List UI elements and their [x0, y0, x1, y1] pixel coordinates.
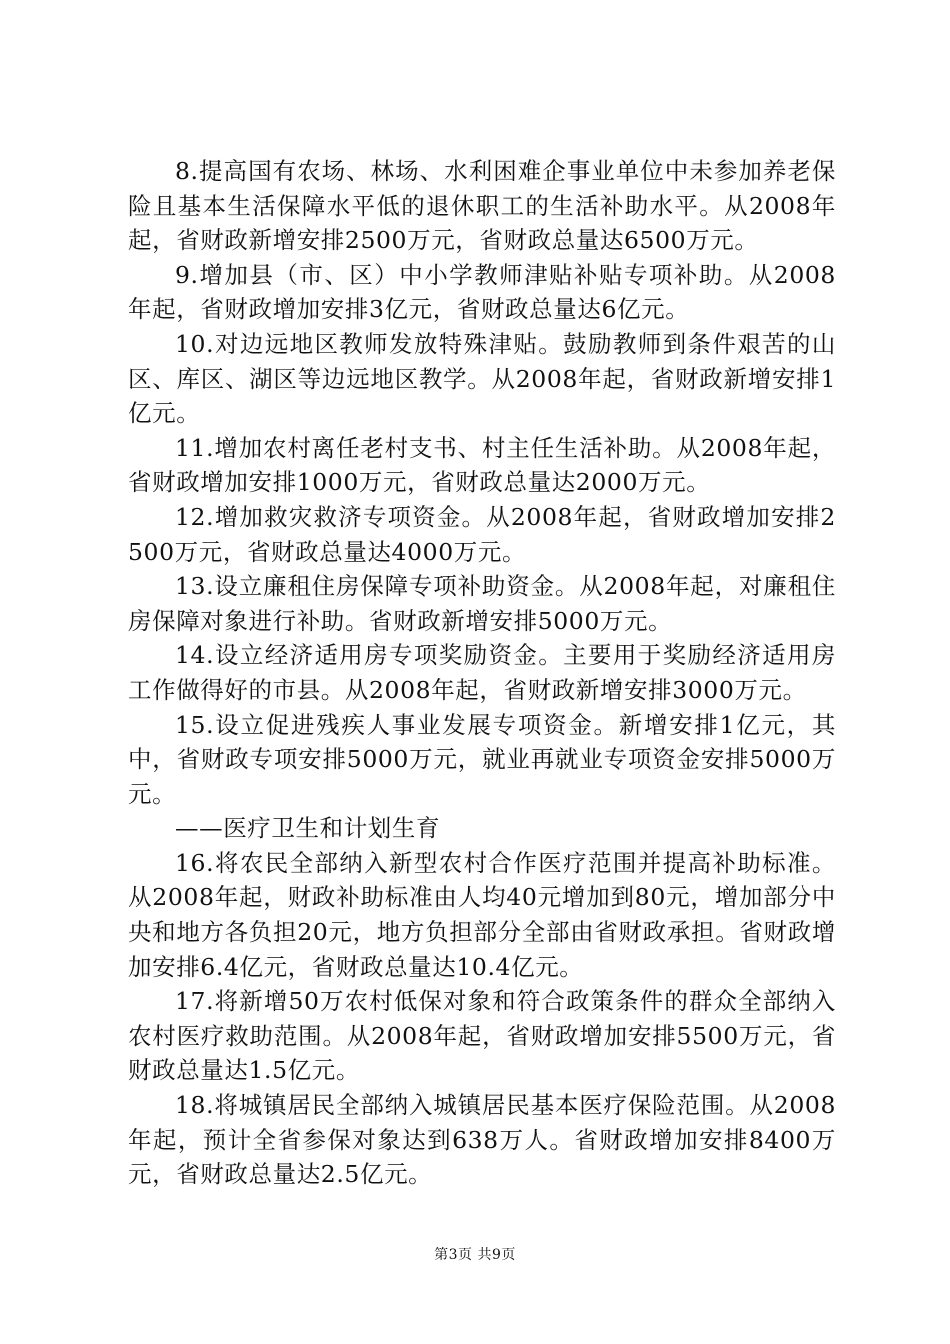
paragraph-item-10: 10.对边远地区教师发放特殊津贴。鼓励教师到条件艰苦的山区、库区、湖区等边远地区教学。从2008年起，省财政新增安排1亿元。 — [128, 329, 836, 428]
paragraph-item-18: 18.将城镇居民全部纳入城镇居民基本医疗保险范围。从2008年起，预计全省参保对象达到638万人。省财政增加安排8400万元，省财政总量达2.5亿元。 — [128, 1091, 836, 1189]
paragraph-item-13: 13.设立廉租住房保障专项补助资金。从2008年起，对廉租住房保障对象进行补助。省财政新增安排5000万元。 — [128, 572, 836, 635]
paragraph-item-9: 9.增加县（市、区）中小学教师津贴补贴专项补助。从2008年起，省财政增加安排3亿元，省财政总量达6亿元。 — [128, 260, 836, 324]
paragraph-item-14: 14.设立经济适用房专项奖励资金。主要用于奖励经济适用房工作做得好的市县。从2008年起，省财政新增安排3000万元。 — [128, 641, 836, 704]
section-heading-medical: ——医疗卫生和计划生育 — [175, 814, 441, 843]
paragraph-item-12: 12.增加救灾救济专项资金。从2008年起，省财政增加安排2500万元，省财政总量达4000万元。 — [128, 502, 836, 566]
paragraph-item-16: 16.将农民全部纳入新型农村合作医疗范围并提高补助标准。从2008年起，财政补助标准由人均40元增加到80元，增加部分中央和地方各负担20元，地方负担部分全部由省财政承担。省财政增加安排6.4亿元，省财政总量达10.4亿元。 — [128, 848, 836, 981]
paragraph-item-17: 17.将新增50万农村低保对象和符合政策条件的群众全部纳入农村医疗救助范围。从2008年起，省财政增加安排5500万元，省财政总量达1.5亿元。 — [128, 987, 836, 1085]
paragraph-item-11: 11.增加农村离任老村支书、村主任生活补助。从2008年起，省财政增加安排1000万元，省财政总量达2000万元。 — [128, 433, 836, 497]
paragraph-item-8: 8.提高国有农场、林场、水利困难企事业单位中未参加养老保险且基本生活保障水平低的退休职工的生活补助水平。从2008年起，省财政新增安排2500万元，省财政总量达6500万元。 — [128, 157, 836, 255]
document-body — [128, 154, 836, 1192]
paragraph-item-15: 15.设立促进残疾人事业发展专项资金。新增安排1亿元，其中，省财政专项安排5000万元，就业再就业专项资金安排5000万元。 — [128, 710, 836, 808]
page-number-footer: 第3页 共9页 — [434, 1247, 516, 1263]
